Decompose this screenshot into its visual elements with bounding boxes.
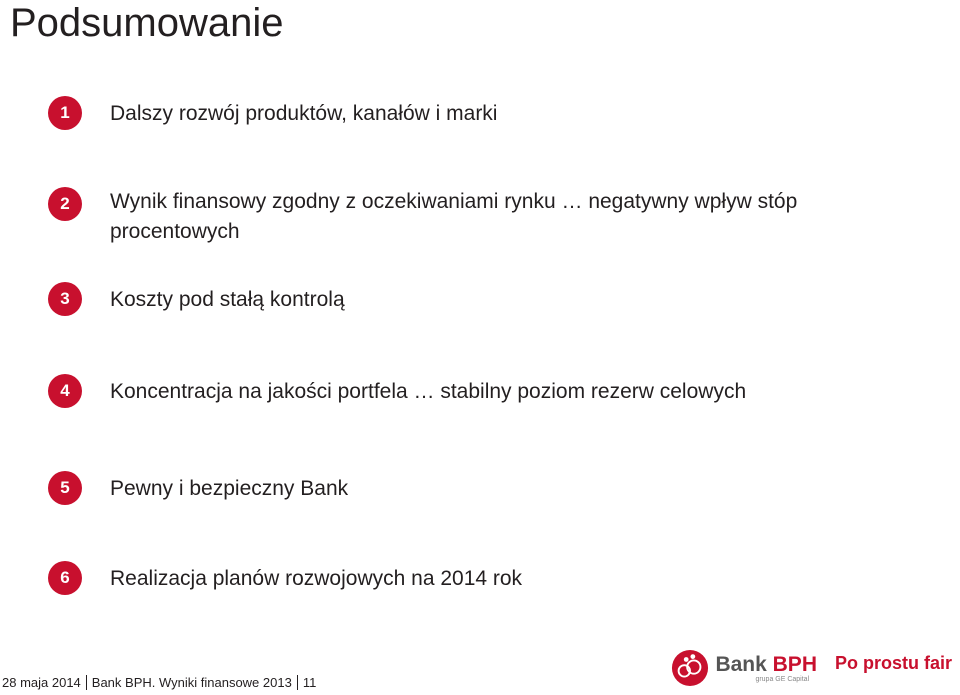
logo-bank-word: Bank <box>715 652 767 676</box>
item-number-badge: 2 <box>48 187 82 221</box>
bph-logo-mark-icon <box>671 649 709 687</box>
item-number-badge: 6 <box>48 561 82 595</box>
logo-group-caption: grupa GE Capital <box>755 675 810 683</box>
footer-page-number: 11 <box>302 675 317 690</box>
item-text: Koncentracja na jakości portfela … stabilny poziom rezerw celowych <box>110 380 747 403</box>
summary-item-3 <box>48 285 928 316</box>
footer-date: 28 maja 2014 <box>2 675 81 690</box>
bank-bph-logo <box>671 646 952 690</box>
item-text: Koszty pod stałą kontrolą <box>110 288 345 311</box>
item-number-badge: 5 <box>48 471 82 505</box>
footer-divider <box>297 675 298 690</box>
summary-item-1 <box>48 99 928 130</box>
summary-item-6 <box>48 564 928 595</box>
slide-title: Podsumowanie <box>10 1 284 45</box>
summary-item-4 <box>48 377 928 408</box>
slide-footer <box>2 675 316 690</box>
logo-slogan: Po prostu fair <box>834 652 952 673</box>
item-number-badge: 4 <box>48 374 82 408</box>
item-text: Pewny i bezpieczny Bank <box>110 477 349 500</box>
item-text: Dalszy rozwój produktów, kanałów i marki <box>110 102 498 125</box>
item-text: Realizacja planów rozwojowych na 2014 rok <box>110 567 523 590</box>
item-number-badge: 3 <box>48 282 82 316</box>
summary-item-5 <box>48 474 928 505</box>
logo-wordmark <box>715 654 817 683</box>
item-text: Wynik finansowy zgodny z oczekiwaniami rynku … negatywny wpływ stóp procentowych <box>110 190 798 243</box>
item-number-badge: 1 <box>48 96 82 130</box>
footer-divider <box>86 675 87 690</box>
footer-document: Bank BPH. Wyniki finansowe 2013 <box>91 675 292 690</box>
summary-item-2 <box>48 187 928 247</box>
logo-brand: BPH <box>772 652 817 676</box>
